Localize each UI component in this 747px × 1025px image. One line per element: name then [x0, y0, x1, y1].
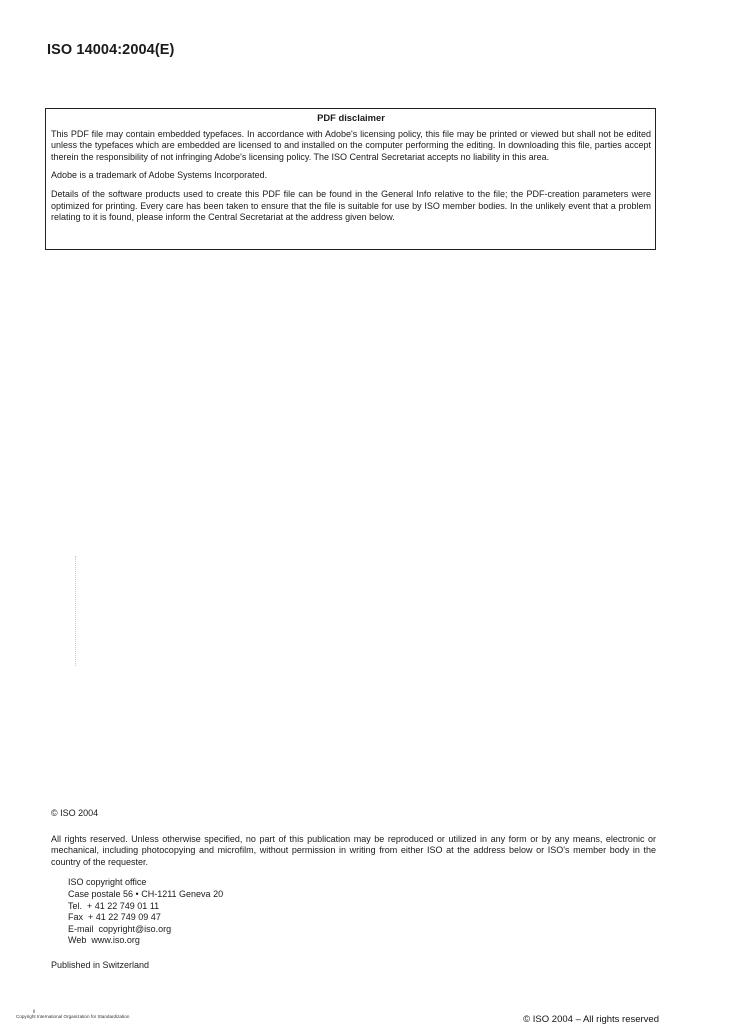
disclaimer-paragraph: Adobe is a trademark of Adobe Systems Incorporated. — [51, 170, 268, 181]
document-header-title: ISO 14004:2004(E) — [47, 42, 175, 58]
postal-address: Case postale 56 • CH-1211 Geneva 20 — [68, 888, 224, 899]
footer-copyright-holder: Copyright International Organization for Standardization — [16, 1014, 130, 1019]
web-line: Web www.iso.org — [68, 935, 140, 946]
office-name: ISO copyright office — [68, 877, 147, 888]
copyright-section — [51, 808, 656, 972]
contact-address — [68, 877, 656, 947]
rights-reserved-text: All rights reserved. Unless otherwise specified, no part of this publication may be reproduced or utilized in any form or by any means, electronic or mechanical, including photocopying and microfilm, without permission in writing from either ISO at the address below or ISO's member body in the country of the requester. — [51, 833, 656, 867]
page-number-mark: ii — [33, 1009, 36, 1015]
disclaimer-paragraph: This PDF file may contain embedded typefaces. In accordance with Adobe's licensing policy, this file may be printed or viewed but shall not be edited unless the typefaces which are embedded are licensed to and installed on the computer performing the editing. In downloading this file, parties accept therein the responsibility of not infringing Adobe's licensing policy. The ISO Central Secretariat accepts no liability in this area. — [51, 128, 651, 162]
footer-rights-reserved: © ISO 2004 – All rights reserved — [523, 1014, 659, 1025]
pdf-disclaimer-box — [45, 108, 656, 250]
published-location: Published in Switzerland — [51, 959, 150, 970]
fax-line: Fax + 41 22 749 09 47 — [68, 912, 161, 923]
copyright-notice: © ISO 2004 — [51, 808, 99, 818]
disclaimer-title: PDF disclaimer — [317, 112, 385, 123]
telephone-line: Tel. + 41 22 749 01 11 — [68, 900, 160, 911]
email-line: E-mail copyright@iso.org — [68, 923, 172, 934]
margin-dotted-rule — [75, 556, 78, 666]
disclaimer-paragraph: Details of the software products used to create this PDF file can be found in the General Info relative to the file; the PDF-creation parameters were optimized for printing. Every care has been taken to ensure that the file is suitable for use by ISO member bodies. In the unlikely event that a problem relating to it is found, please inform the Central Secretariat at the address given below. — [51, 188, 651, 223]
